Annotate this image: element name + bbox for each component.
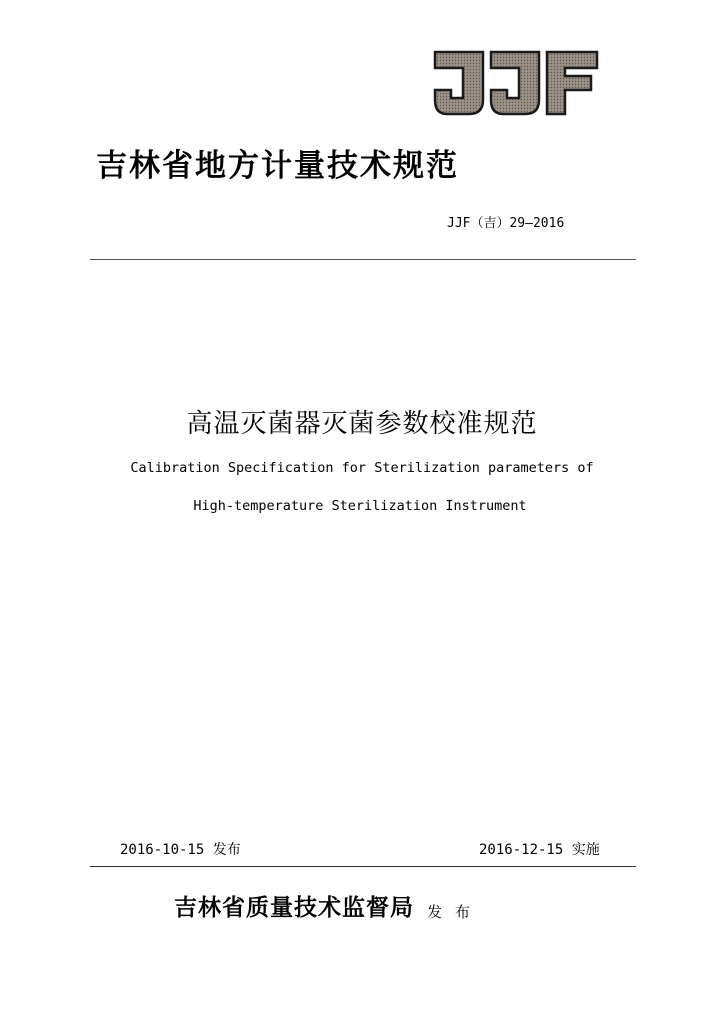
document-title-zh: 高温灭菌器灭菌参数校准规范	[186, 409, 538, 439]
series-title: 吉林省地方计量技术规范	[96, 148, 459, 184]
jjf-logo-graphic	[433, 50, 599, 116]
document-title-en-line2: High-temperature Sterilization Instrument	[193, 498, 527, 514]
issue-date: 2016-10-15 发布	[120, 842, 241, 858]
bottom-divider	[90, 866, 636, 867]
implementation-date: 2016-12-15 实施	[479, 842, 600, 858]
document-title-en-line1: Calibration Specification for Sterilization parameters of	[130, 460, 594, 476]
issuer-line	[174, 889, 474, 922]
top-divider	[90, 259, 636, 260]
issuer-suffix: 发 布	[427, 903, 474, 921]
issuer-name: 吉林省质量技术监督局	[174, 894, 414, 921]
document-number: JJF（吉）29—2016	[447, 216, 565, 231]
jjf-logo	[433, 50, 599, 116]
